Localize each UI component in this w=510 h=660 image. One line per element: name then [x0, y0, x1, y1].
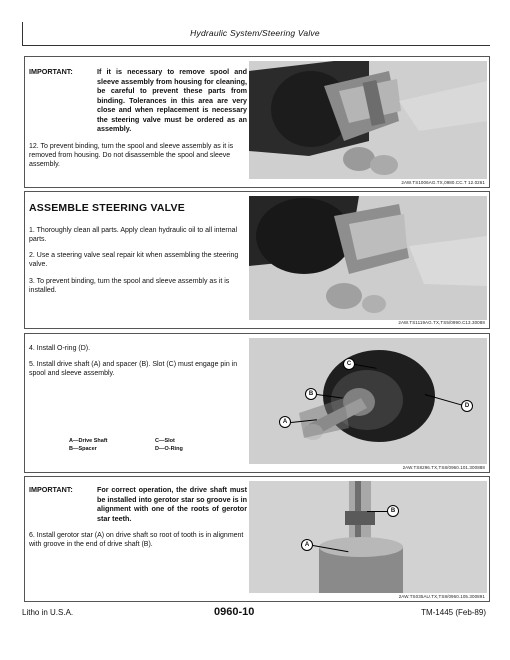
important-label-2: IMPORTANT: [29, 485, 73, 494]
legend-item-d: D—O-Ring [155, 446, 183, 452]
section-important-spool [24, 56, 490, 188]
important-note-2 [29, 485, 247, 523]
legend-item-b: B—Spacer [69, 446, 97, 452]
step-12: 12. To prevent binding, turn the spool and sleeve assembly as it is removed from housing. Do not disassemble the spool and sleeve assembly. [29, 142, 234, 168]
section1-text [29, 57, 247, 169]
legend-item-c: C—Slot [155, 438, 175, 444]
photo-gerotor-star [249, 481, 487, 593]
section-heading: ASSEMBLE STEERING VALVE [29, 202, 185, 214]
callout-d: D [461, 400, 473, 412]
legend-item-a: A—Drive Shaft [69, 438, 108, 444]
page-number: 0960-10 [214, 606, 255, 618]
section-drive-shaft-install [24, 333, 490, 473]
callout-b: B [305, 388, 317, 400]
callout-a-2: A [301, 539, 313, 551]
important-text-2: For correct operation, the drive shaft must be installed into gerotor star so groove is in alignment with one of the roots of gerotor star teeth. [97, 485, 247, 523]
gerotor-star-illustration [249, 481, 487, 593]
step-6: 6. Install gerotor star (A) on drive shaft so root of tooth is in alignment with groove in the end of drive shaft (B). [29, 532, 244, 549]
callout-c: C [343, 358, 355, 370]
step-5: 5. Install drive shaft (A) and spacer (B). Slot (C) must engage pin in spool and sleeve assembly. [29, 361, 238, 378]
photo-steering-valve [249, 196, 487, 320]
section-gerotor-star [24, 476, 490, 602]
section3-text [29, 334, 247, 379]
step-4: 4. Install O-ring (D). [29, 345, 91, 352]
footer-manual-id: TM-1445 (Feb-89) [421, 608, 486, 617]
header-rule-horizontal [22, 45, 490, 46]
photo-drive-shaft [249, 338, 487, 464]
header-rule-vertical [22, 22, 23, 46]
photo-id-1: 2AW.TS1006AG.TX,0980.CC.T 12.0261 [401, 180, 485, 185]
section4-text [29, 477, 247, 549]
photo-id-2: 2AW.TS1119AG.TX,TS5/0990.C13.30088 [398, 320, 485, 325]
step-3: 3. To prevent binding, turn the spool and sleeve assembly as it is installed. [29, 277, 230, 294]
photo-id-3: 2AW.TS8296.TX,TS8/0960.101.300888 [402, 465, 485, 470]
section2-text [29, 192, 247, 295]
callout-b-2: B [387, 505, 399, 517]
step-1: 1. Thoroughly clean all parts. Apply clean hydraulic oil to all internal parts. [29, 226, 238, 243]
footer-litho: Litho in U.S.A. [22, 608, 74, 617]
important-label: IMPORTANT: [29, 67, 73, 76]
page-title: Hydraulic System/Steering Valve [190, 28, 320, 38]
step-2: 2. Use a steering valve seal repair kit when assembling the steering valve. [29, 252, 239, 269]
spool-illustration [249, 61, 487, 179]
important-text: If it is necessary to remove spool and sleeve assembly from housing for cleaning, be careful to prevent these parts from binding. Tolerances in this area are very close and when replacement is necessary the steering valve must be ordered as an assembly. [97, 67, 247, 133]
callout-a: A [279, 416, 291, 428]
photo-id-4: 2AW.TS035AU.TX,TS8/0960.105.300891 [398, 594, 485, 599]
steering-valve-illustration [249, 196, 487, 320]
section-assemble-steering-valve [24, 191, 490, 329]
important-note [29, 67, 247, 134]
photo-spool-removal [249, 61, 487, 179]
